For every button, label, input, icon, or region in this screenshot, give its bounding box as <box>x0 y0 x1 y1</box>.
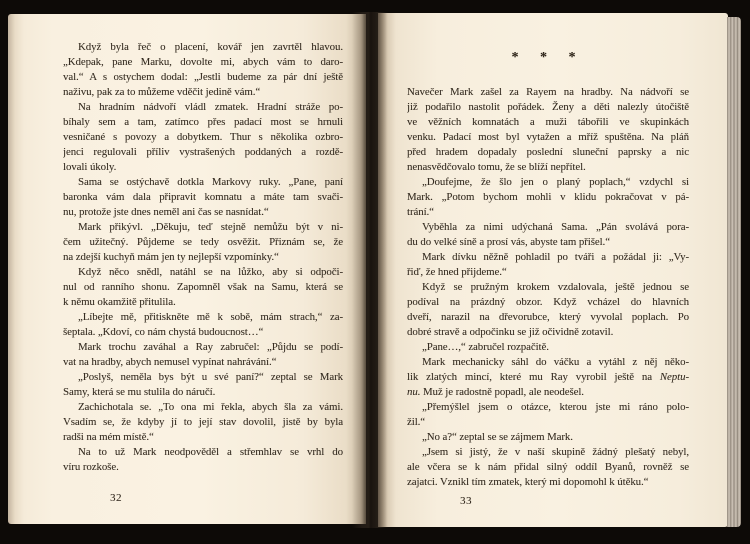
paragraph <box>407 250 689 280</box>
paragraph <box>63 175 343 220</box>
text-line: val.“ A s ostychem dodal: „Jestli budeme za pár dní ještě <box>63 71 343 83</box>
text-line: Na to už Mark neodpověděl a střemhlav se vrhl do <box>78 446 343 458</box>
text-line: víru rozkoše. <box>63 461 119 473</box>
text-line: vesničané s povozy a dobytkem. Thur s několika ozbro- <box>63 131 343 143</box>
book-page-left <box>8 14 366 524</box>
text-line: podíval na prázdný obzor. Když vcházel do hlavních <box>407 296 689 308</box>
text-line: nenasvědčovalo tomu, že se blíží nepřítel. <box>407 161 586 173</box>
text-line: Mark dívku něžně pohladil po tváři a požádal ji: „Vy- <box>422 251 689 263</box>
paragraph <box>407 430 689 445</box>
text-line: před hradem dopadaly poslední sluneční paprsky a nic <box>407 146 689 158</box>
paragraph <box>407 340 689 355</box>
section-break-asterisks: * * * <box>511 50 585 65</box>
paragraph <box>407 220 689 250</box>
text-line: Mark trochu zaváhal a Ray zabručel: „Půjdu se podí- <box>78 341 343 353</box>
text-line: Mark. „Potom bychom mohli v klidu pokračovat v pá- <box>407 191 689 203</box>
paragraph <box>63 340 343 370</box>
paragraph <box>407 280 689 340</box>
text-line: naživu, pak za to můžeme vděčit jedině vám.“ <box>63 86 261 98</box>
text-line: „No a?“ zeptal se se zájmem Mark. <box>422 431 573 443</box>
text-line: Když se pružným krokem vzdalovala, ještě jednou se <box>422 281 689 293</box>
text-line: zajatci. Vznikl tím zmatek, který mi dopomohl k útěku.“ <box>407 476 649 488</box>
text-line: k němu okamžitě přitulila. <box>63 296 176 308</box>
text-line: venku. Padací most byl vytažen a mříž spuštěna. Na pláň <box>407 131 689 143</box>
paragraph <box>407 175 689 220</box>
text-line: Na hradním nádvoří vládl zmatek. Hradní stráže po- <box>78 101 343 113</box>
text-line: Když něco snědl, natáhl se na lůžko, aby si odpoči- <box>78 266 343 278</box>
text-line: „Poslyš, neměla bys být u své paní?“ zeptal se Mark <box>78 371 343 383</box>
text-line: bíhaly sem a tam, zatímco přes padací most se hrnuli <box>63 116 343 128</box>
text-line: řiď, že hned přijdeme.“ <box>407 266 507 278</box>
text-line: „Jsem si jistý, že v naší skupině žádný plešatý nebyl, <box>422 446 689 458</box>
text-line: Navečer Mark zašel za Rayem na hradby. Na nádvoří se <box>407 86 689 98</box>
paragraph <box>63 445 343 475</box>
text-line: na zdejší kuchyň mám jen ty nejlepší vzpomínky.“ <box>63 251 279 263</box>
text-line: čem užitečný. Půjdeme se tedy osvěžit. Přiznám se, že <box>63 236 343 248</box>
text-line: „Doufejme, že šlo jen o planý poplach,“ vzdychl si <box>422 176 689 188</box>
text-line: Mark přikývl. „Děkuju, teď stejně nemůžu být v ni- <box>78 221 343 233</box>
text-line: „Pane…,“ zabručel rozpačitě. <box>422 341 549 353</box>
page-edge-stack <box>727 17 741 527</box>
text-line: trání.“ <box>407 206 434 218</box>
text-line: vat na hradby, abych nemusel vypínat nahrávání.“ <box>63 356 277 368</box>
text-line: nu, protože jste dnes neměl ani čas se nasnídat.“ <box>63 206 269 218</box>
text-line: Když byla řeč o placení, kovář jen zavrtěl hlavou. <box>78 41 343 53</box>
text-line: Samy, která se mu stulila do náručí. <box>63 386 216 398</box>
text-line: lovali úkoly. <box>63 161 117 173</box>
page-right-text-block <box>407 85 689 490</box>
paragraph <box>407 400 689 430</box>
text-line: „Kdepak, pane Marku, dovolte mi, abych vám to daro- <box>63 56 343 68</box>
text-line: Sama se ostýchavě dotkla Markovy ruky. „Pane, paní <box>78 176 343 188</box>
text-line: du do velké síně a prosí vás, abyste tam přišel.“ <box>407 236 610 248</box>
text-line: nu. Muž je radostně popadl, ale neodešel. <box>407 386 584 398</box>
text-line: žil.“ <box>407 416 426 428</box>
paragraph <box>63 40 343 100</box>
text-line: Zachichotala se. „To ona mi řekla, abych šla za vámi. <box>78 401 343 413</box>
page-number-right: 33 <box>460 495 472 507</box>
text-line: ale včera se k nám přidal silný oddíl Byanů, rovněž se <box>407 461 689 473</box>
paragraph <box>407 445 689 490</box>
paragraph <box>63 265 343 310</box>
text-line: již podařilo nastolit pořádek. Ženy a děti nalezly útočiště <box>407 101 689 113</box>
page-number-left: 32 <box>110 492 122 504</box>
paragraph <box>63 310 343 340</box>
page-left-text-block <box>63 40 343 475</box>
text-line: Vsadím se, že kdyby jí to její stav dovolil, jistě by byla <box>63 416 343 428</box>
text-line: „Přemýšlel jsem o otázce, kterou jste mi ráno polo- <box>422 401 689 413</box>
book-page-right <box>378 13 728 527</box>
paragraph <box>407 85 689 175</box>
paragraph <box>63 220 343 265</box>
text-line: baronka vám dala připravit komnatu a máte tam svači- <box>63 191 343 203</box>
text-line: nul od ranního shonu. Zapomněl však na Samu, která se <box>63 281 343 293</box>
text-line: radši na mém místě.“ <box>63 431 154 443</box>
text-line: dveří, narazil na dřevorubce, který vyvolal poplach. Po <box>407 311 689 323</box>
text-line: Mark mechanicky sáhl do váčku a vytáhl z něj něko- <box>422 356 689 368</box>
text-line: dobré stravě a odpočinku se již očividně zotavil. <box>407 326 614 338</box>
text-line: lik zlatých mincí, které mu Ray vyrobil ještě na Neptu- <box>407 371 689 383</box>
paragraph <box>63 370 343 400</box>
paragraph <box>407 355 689 400</box>
text-line: šeptala. „Kdoví, co nám chystá budoucnost…“ <box>63 326 264 338</box>
paragraph <box>63 100 343 175</box>
text-line: ve věžních komnatách a muži tábořili ve skupinkách <box>407 116 689 128</box>
text-line: jenci regulovali příliv vystrašených poddaných a rozdě- <box>63 146 343 158</box>
paragraph <box>63 400 343 445</box>
text-line: „Líbejte mě, přitiskněte mě k sobě, mám strach,“ za- <box>78 311 343 323</box>
text-line: Vyběhla za nimi udýchaná Sama. „Pán svolává pora- <box>422 221 689 233</box>
